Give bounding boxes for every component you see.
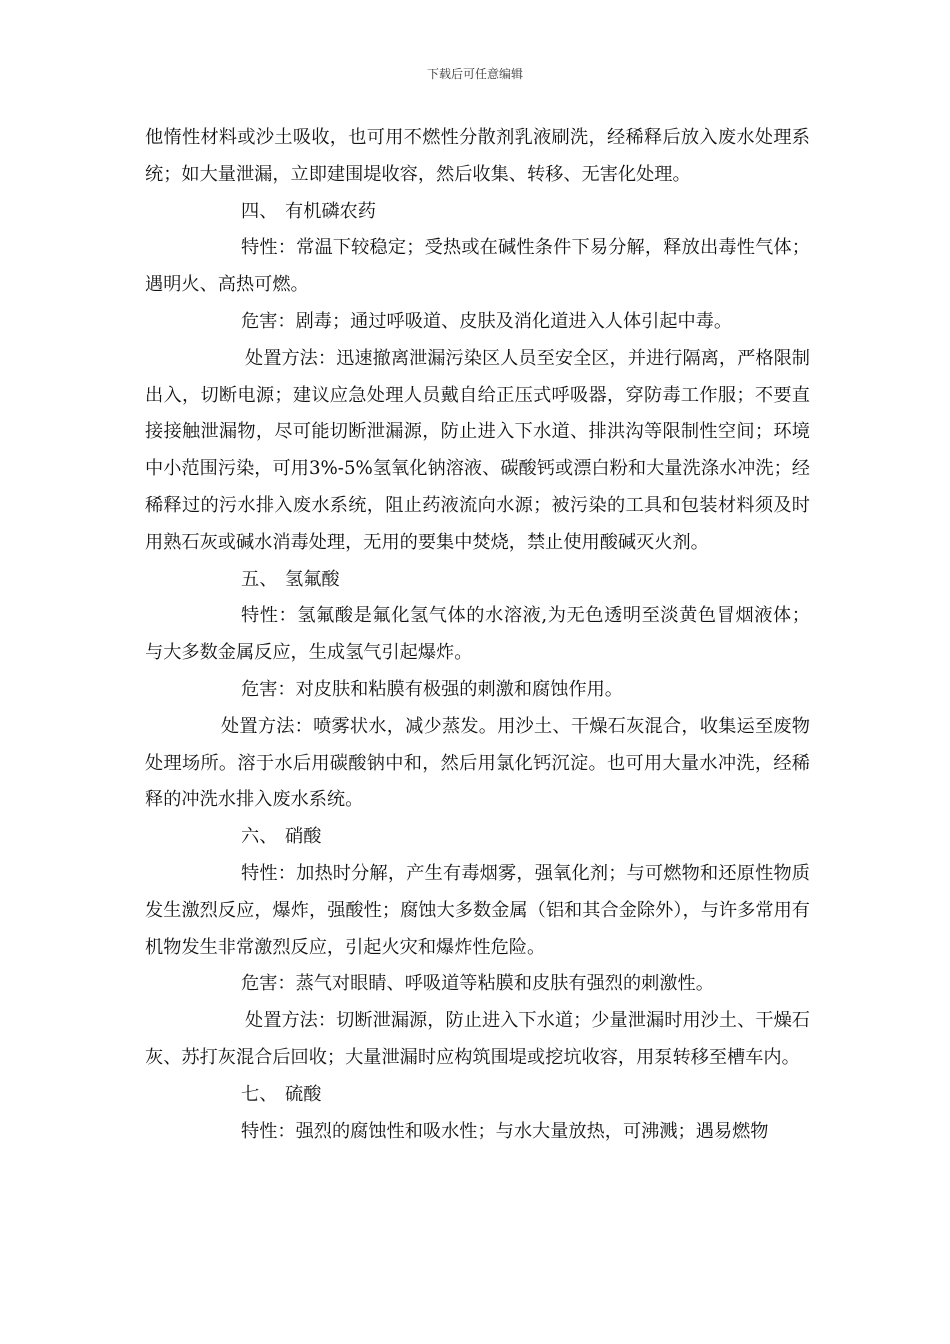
paragraph-properties: 特性：加热时分解，产生有毒烟雾，强氧化剂；与可燃物和还原性物质发生激烈反应，爆炸，强酸性；腐蚀大多数金属（铝和其合金除外），与许多常用有机物发生非常激烈反应，引起火灾和爆炸性危险。 (145, 862, 810, 958)
document-body (145, 120, 810, 1150)
paragraph-continuation: 他惰性材料或沙土吸收，也可用不燃性分散剂乳液刷洗，经稀释后放入废水处理系统；如大量泄漏，立即建围堤收容，然后收集、转移、无害化处理。 (145, 127, 810, 185)
paragraph-hazard: 危害：剧毒；通过呼吸道、皮肤及消化道进入人体引起中毒。 (241, 310, 733, 332)
paragraph-treatment: 处置方法：迅速撤离泄漏污染区人员至安全区，并进行隔离，严格限制出入，切断电源；建议应急处理人员戴自给正压式呼吸器，穿防毒工作服；不要直接接触泄漏物，尽可能切断泄漏源，防止进入下水道、排洪沟等限制性空间；环境中小范围污染，可用3%-5%氢氧化钠溶液、碳酸钙或漂白粉和大量洗涤水冲洗；经稀释过的污水排入废水系统，阻止药液流向水源；被污染的工具和包装材料须及时用熟石灰或碱水消毒处理，无用的要集中焚烧，禁止使用酸碱灭火剂。 (145, 347, 810, 553)
section-title: 有机磷农药 (285, 200, 376, 222)
paragraph-hazard: 危害：对皮肤和粘膜有极强的刺激和腐蚀作用。 (241, 678, 623, 700)
section-number: 四、 (241, 200, 278, 222)
section-heading-7 (145, 1077, 810, 1114)
paragraph-hazard: 危害：蒸气对眼睛、呼吸道等粘膜和皮肤有强烈的刺激性。 (241, 973, 714, 995)
section-title: 氢氟酸 (285, 568, 340, 590)
section-number: 六、 (241, 826, 278, 848)
section-number: 五、 (241, 568, 278, 590)
section-title: 硝酸 (285, 826, 322, 848)
paragraph-treatment: 处置方法：切断泄漏源，防止进入下水道；少量泄漏时用沙土、干燥石灰、苏打灰混合后回收；大量泄漏时应构筑围堤或挖坑收容，用泵转移至槽车内。 (145, 1010, 810, 1068)
page-header: 下载后可任意编辑 (426, 67, 523, 81)
paragraph-properties: 特性：氢氟酸是氟化氢气体的水溶液,为无色透明至淡黄色冒烟液体；与大多数金属反应，生成氢气引起爆炸。 (145, 605, 810, 664)
section-title: 硫酸 (285, 1083, 322, 1105)
paragraph-properties: 特性：常温下较稳定；受热或在碱性条件下易分解，释放出毒性气体；遇明火、高热可燃。 (145, 237, 810, 296)
section-heading-5 (145, 562, 810, 599)
paragraph-treatment: 处置方法：喷雾状水，减少蒸发。用沙土、干燥石灰混合，收集运至废物处理场所。溶于水后用碳酸钠中和，然后用氯化钙沉淀。也可用大量水冲洗，经稀释的冲洗水排入废水系统。 (145, 715, 810, 811)
section-number: 七、 (241, 1083, 278, 1105)
section-heading-6 (145, 819, 810, 856)
section-heading-4 (145, 194, 810, 231)
paragraph-properties: 特性：强烈的腐蚀性和吸水性；与水大量放热，可沸溅；遇易燃物 (241, 1120, 769, 1142)
